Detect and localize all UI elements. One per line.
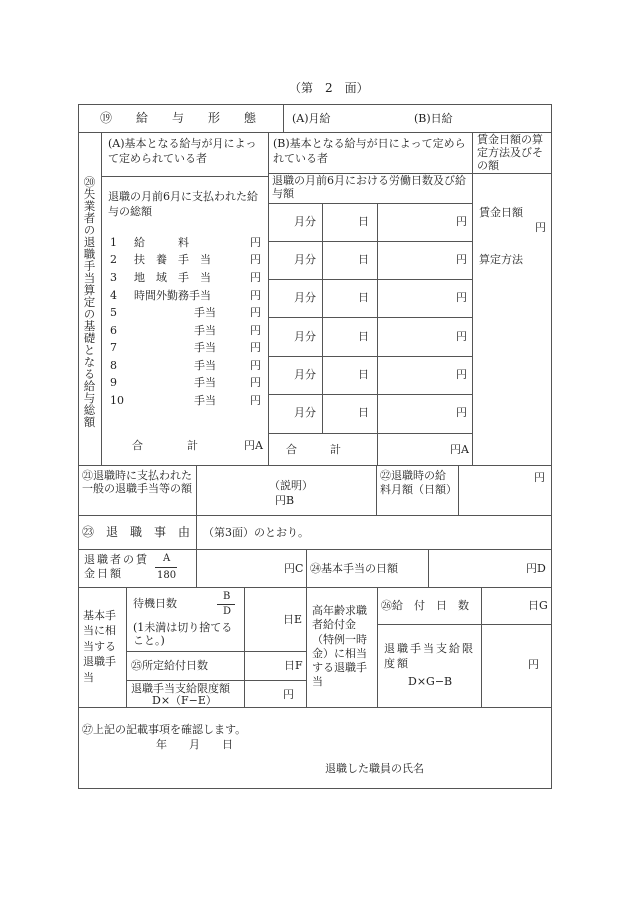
day-cell: 日 — [358, 291, 369, 304]
section20-side-label: ⑳失業者の退職手当算定の基礎となる給与総額 — [82, 176, 97, 428]
retirement-reason-label: ㉓ 退 職 事 由 — [82, 525, 191, 539]
page-header: （第 2 面） — [289, 81, 369, 95]
fraction-bar — [217, 604, 235, 605]
retiree-daily-wage-label: 退職者の賃金日額 — [84, 553, 149, 581]
item-number: 8 — [110, 359, 117, 372]
retiree-name-label: 退職した職員の氏名 — [325, 762, 424, 775]
monthly-salary-option: (A)月給 — [292, 112, 331, 125]
monthly-salary-at-retirement-label: ㉒退職時の給料月額（日額） — [380, 469, 457, 496]
item-name: 扶 養 手 当 — [134, 253, 211, 266]
fraction-numerator: A — [163, 553, 171, 564]
unit-f: 日F — [284, 659, 303, 672]
colA-total-unit: 円A — [244, 439, 263, 452]
colB-caption: 退職の月前6月における労働日数及び給与額 — [272, 174, 466, 201]
prescribed-benefit-days-label: ㉕所定給付日数 — [131, 659, 208, 672]
yen-cell: 円 — [456, 368, 467, 381]
colB-total-unit: 円A — [450, 443, 469, 456]
calc-method-label: 算定方法 — [479, 253, 523, 266]
day-cell: 日 — [358, 406, 369, 419]
fraction-denominator: 180 — [157, 570, 177, 581]
yen-unit: 円 — [250, 289, 261, 302]
yen-cell: 円 — [456, 291, 467, 304]
yen-unit: 円 — [250, 359, 261, 372]
waiting-days-note: (1未満は切り捨てること。) — [133, 621, 233, 648]
item-number: 5 — [110, 306, 117, 319]
month-cell: 月分 — [294, 368, 316, 381]
item-name: 時間外勤務手当 — [134, 289, 211, 302]
item-name: 手当 — [194, 341, 216, 354]
fraction-bar — [155, 567, 177, 568]
yen-unit: 円 — [250, 324, 261, 337]
item-number: 9 — [110, 376, 117, 389]
yen-unit: 円 — [250, 271, 261, 284]
day-cell: 日 — [358, 368, 369, 381]
benefit-days-label: ㉖給 付 日 数 — [381, 599, 469, 612]
confirmation-statement: ㉗上記の記載事項を確認します。 — [82, 723, 247, 736]
item-name: 地 域 手 当 — [134, 271, 211, 284]
item-number: 10 — [110, 394, 124, 407]
colA-total-label: 合 計 — [132, 439, 198, 452]
colB-total-label: 合 計 — [286, 443, 341, 456]
yen-cell: 円 — [456, 253, 467, 266]
colA-header: (A)基本となる給与が月によって定められている者 — [108, 137, 257, 165]
yen-unit: 円 — [250, 236, 261, 249]
allowance-limit-formula: D×（F−E） — [152, 694, 217, 707]
day-cell: 日 — [358, 215, 369, 228]
yen-unit: 円 — [250, 306, 261, 319]
allowance-limit2-formula: D×G−B — [408, 675, 453, 688]
item-number: 3 — [110, 271, 117, 284]
wage-daily-unit: 円 — [535, 221, 546, 234]
yen-unit: 円 — [250, 394, 261, 407]
unit-g: 日G — [528, 599, 548, 612]
allowance-limit2-label: 退職手当支給限度額 — [384, 642, 475, 670]
yen-cell: 円 — [456, 215, 467, 228]
senior-job-seeker-benefit-label: 高年齢求職者給付金（特例一時金）に相当する退職手当 — [312, 604, 367, 689]
yen-cell: 円 — [456, 330, 467, 343]
month-cell: 月分 — [294, 215, 316, 228]
retirement-reason-value: （第3面）のとおり。 — [203, 526, 309, 539]
item-name: 手当 — [194, 324, 216, 337]
yen-unit: 円 — [250, 341, 261, 354]
yen-unit: 円 — [283, 688, 294, 701]
daily-salary-option: (B)日給 — [414, 112, 453, 125]
yen-unit: 円 — [250, 376, 261, 389]
day-cell: 日 — [358, 253, 369, 266]
unit-e: 日E — [283, 613, 303, 626]
waiting-days-label: 待機日数 — [133, 597, 177, 610]
item-number: 7 — [110, 341, 117, 354]
item-name: 給 料 — [134, 236, 189, 249]
month-cell: 月分 — [294, 253, 316, 266]
month-cell: 月分 — [294, 291, 316, 304]
yen-cell: 円 — [456, 406, 467, 419]
item-name: 手当 — [194, 394, 216, 407]
colA-caption: 退職の月前6月に支払われた給与の総額 — [108, 190, 258, 218]
item-number: 1 — [110, 236, 117, 249]
confirmation-date: 年 月 日 — [156, 738, 233, 751]
item-name: 手当 — [194, 376, 216, 389]
colB-header: (B)基本となる給与が日によって定められている者 — [273, 137, 466, 165]
yen-unit: 円 — [250, 253, 261, 266]
basic-allowance-equivalent-label: 基本手当に相当する退職手当 — [83, 609, 116, 684]
general-retirement-allowance-label: ㉑退職時に支払われた一般の退職手当等の額 — [82, 469, 192, 496]
explanation-label: （説明） — [269, 479, 313, 492]
unit-d: 円D — [526, 562, 546, 575]
unit-b: 円B — [275, 494, 295, 507]
fraction-numerator: B — [223, 591, 231, 602]
unit-c: 円C — [284, 562, 304, 575]
yen-unit: 円 — [534, 471, 545, 484]
wage-daily-label: 賃金日額 — [479, 206, 523, 219]
month-cell: 月分 — [294, 406, 316, 419]
item-name: 手当 — [194, 306, 216, 319]
item-number: 4 — [110, 289, 117, 302]
month-cell: 月分 — [294, 330, 316, 343]
allowance-limit-label: 退職手当支給限度額 — [131, 682, 230, 695]
item-number: 2 — [110, 253, 117, 266]
basic-allowance-daily-label: ㉔基本手当の日額 — [310, 562, 398, 575]
salary-form-label: ⑲ 給 与 形 態 — [100, 111, 257, 125]
day-cell: 日 — [358, 330, 369, 343]
colC-header: 賃金日額の算定方法及びその額 — [477, 133, 543, 173]
item-number: 6 — [110, 324, 117, 337]
fraction-denominator: D — [223, 606, 232, 617]
yen-unit: 円 — [528, 658, 539, 671]
item-name: 手当 — [194, 359, 216, 372]
